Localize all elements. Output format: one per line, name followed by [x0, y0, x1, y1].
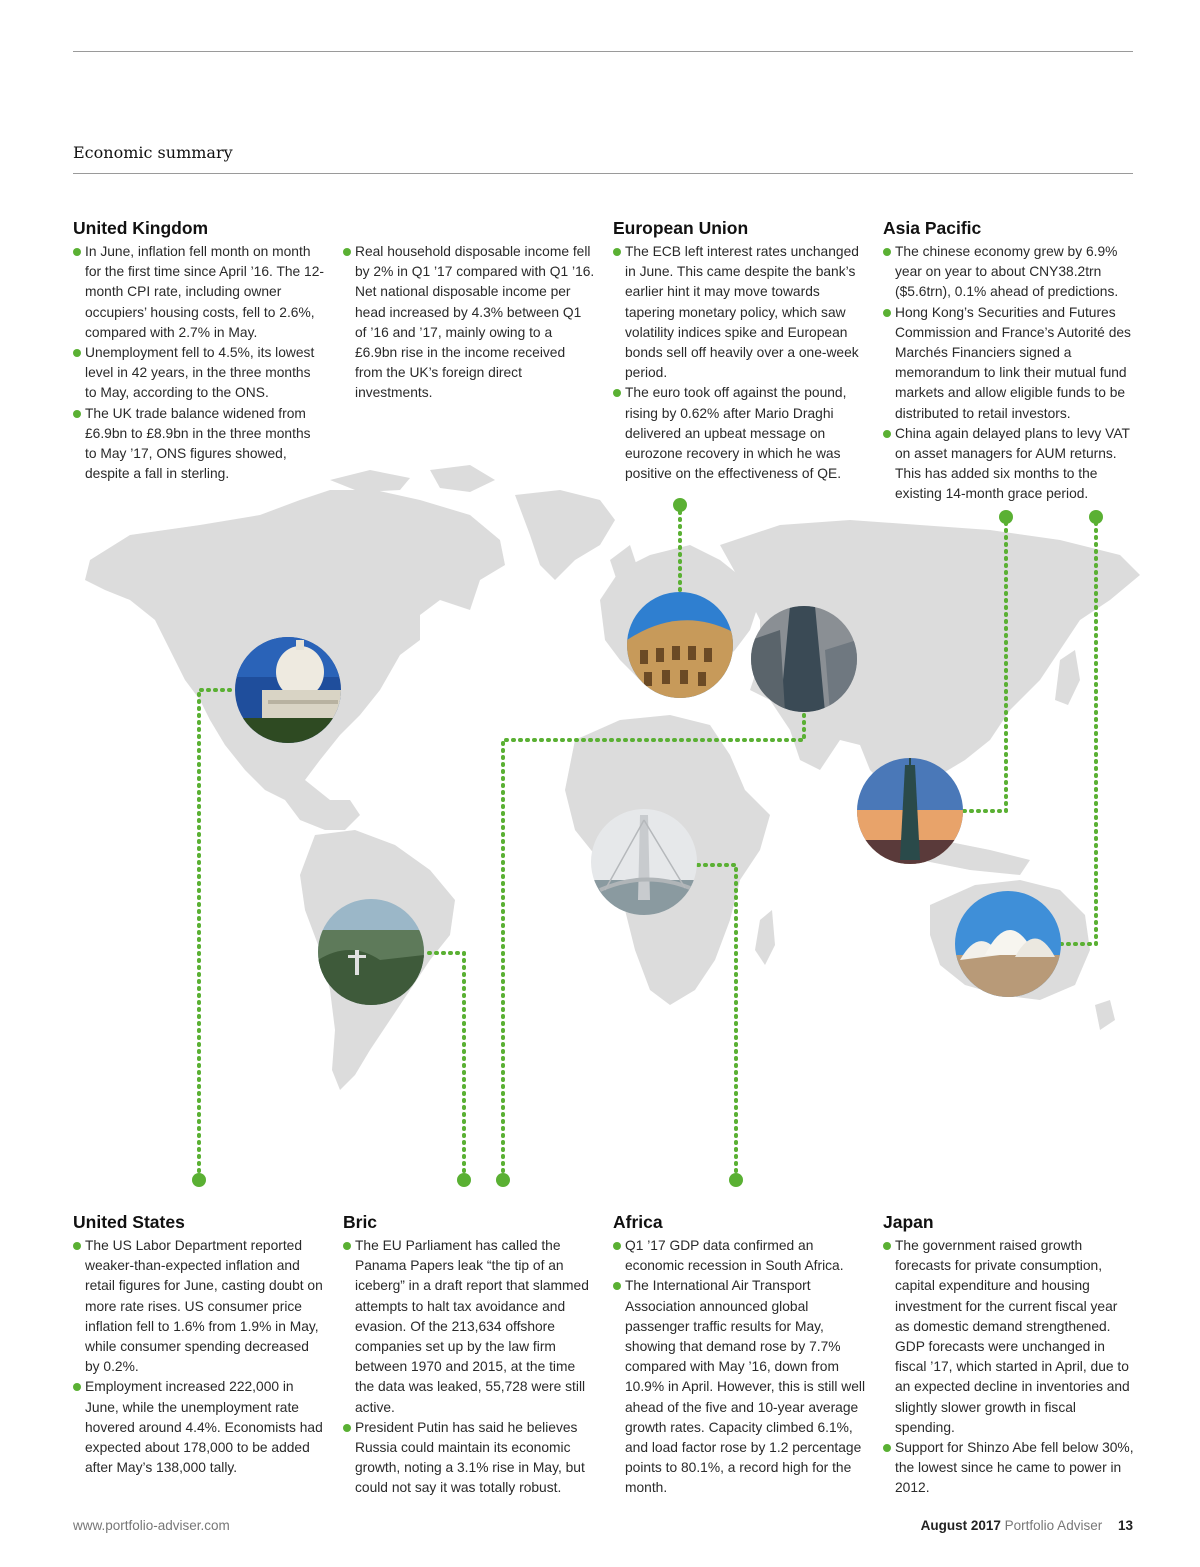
japan-bullet-2: Support for Shinzo Abe fell below 30%, the lowest since he came to power in 2012.: [883, 1438, 1135, 1499]
asia-bullet-1: The chinese economy grew by 6.9% year on year to about CNY38.2trn ($5.6trn), 0.1% ahead of predictions.: [883, 242, 1135, 303]
uk-bullet-4: Real household disposable income fell by 2% in Q1 ’17 compared with Q1 ’16. Net national disposable income per head increased by 4.3% between Q1 of ’16 and ’17, mainly owing to a £6.9bn rise in the income received from the UK’s foreign direct investments.: [343, 242, 595, 404]
us-heading: United States: [73, 1212, 185, 1232]
uk-heading: United Kingdom: [73, 218, 209, 238]
bric-section: [343, 1212, 595, 1499]
africa-bullet-1: Q1 ’17 GDP data confirmed an economic recession in South Africa.: [613, 1236, 865, 1276]
uk-bullet-3: The UK trade balance widened from £6.9bn to £8.9bn in the three months to May ’17, ONS figures showed, despite a fall in sterling.: [73, 404, 325, 485]
uk-bullets-continued: [343, 242, 595, 404]
us-bullet-2: Employment increased 222,000 in June, while the unemployment rate hovered around 4.4%. Economists had expected about 178,000 to be added after May’s 138,000 tally.: [73, 1377, 325, 1478]
colosseum-photo: [627, 592, 733, 698]
uk-section: [73, 218, 325, 484]
asia-pacific-bullets: [883, 242, 1135, 505]
page-title: Economic summary: [73, 143, 233, 162]
bric-bullets: [343, 1236, 595, 1499]
madagascar-shape: [755, 910, 775, 965]
uk-bullet-1: In June, inflation fell month on month for the first time since April ’16. The 12-month CPI rate, including owner occupiers’ housing costs, fell to 2.6%, compared with 2.7% in May.: [73, 242, 325, 343]
bridge-photo: [591, 809, 697, 915]
asia-bullet-3: China again delayed plans to levy VAT on asset managers for AUM returns. This has added six months to the existing 14-month grace period.: [883, 424, 1135, 505]
uk-bullet-2: Unemployment fell to 4.5%, its lowest level in 42 years, in the three months to May, according to the ONS.: [73, 343, 325, 404]
us-bullets: [73, 1236, 325, 1478]
asia-bullet-2: Hong Kong’s Securities and Futures Commission and France’s Autorité des Marchés Financiers signed a memorandum to link their mutual fund markets and allow eligible funds to be distributed to retail investors.: [883, 303, 1135, 424]
taipei-101-photo: [857, 758, 963, 864]
eu-bullets: [613, 242, 865, 484]
japan-heading: Japan: [883, 1212, 934, 1232]
footer-issue-date: August 2017: [920, 1518, 1001, 1533]
greenland-shape: [515, 490, 615, 580]
eu-heading: European Union: [613, 218, 749, 238]
japan-shape: [1055, 650, 1080, 705]
footer-publication: Portfolio Adviser: [1004, 1518, 1103, 1533]
us-bullet-1: The US Labor Department reported weaker-than-expected inflation and retail figures for June, casting doubt on more rate rises. US consumer price inflation fell to 1.6% from 1.9% in May, while consumer spending decreased by 0.2%.: [73, 1236, 325, 1377]
uk-bullets: [73, 242, 325, 484]
africa-heading: Africa: [613, 1212, 663, 1232]
footer-website-link[interactable]: www.portfolio-adviser.com: [73, 1518, 230, 1533]
skyscraper-photo: [751, 606, 857, 712]
asia-pacific-section: [883, 218, 1135, 505]
bric-connector-brazil: [424, 953, 464, 1178]
eu-section: [613, 218, 865, 484]
rio-christ-redeemer-photo: [318, 899, 424, 1005]
uk-section-continued: [343, 242, 595, 404]
eu-bullet-2: The euro took off against the pound, rising by 0.62% after Mario Draghi delivered an upbeat message on eurozone recovery in which he was positive on the effectiveness of QE.: [613, 383, 865, 484]
japan-bullet-1: The government raised growth forecasts for private consumption, capital expenditure and housing investment for the current fiscal year as domestic demand strengthened. GDP forecasts were unchanged in fiscal ’17, which started in April, due to an expected decline in inventories and slightly slower growth in fiscal spending.: [883, 1236, 1135, 1438]
japan-bullets: [883, 1236, 1135, 1499]
japan-section: [883, 1212, 1135, 1499]
africa-bullet-2: The International Air Transport Association announced global passenger traffic results for May, showing that demand rose by 7.7% compared with May ’16, down from 10.9% in April. However, this is still well ahead of the five and 10-year average growth rates. Capacity climbed 6.1%, and load factor rose by 1.2 percentage points to 80.1%, a record high for the month.: [613, 1276, 865, 1498]
footer-issue-info: [921, 1518, 1133, 1533]
eu-bullet-1: The ECB left interest rates unchanged in June. This came despite the bank’s earlier hint it may move towards tapering monetary policy, which saw volatility indices spike and European bonds sell off heavily over a one-week period.: [613, 242, 865, 383]
bric-bullet-1: The EU Parliament has called the Panama Papers leak “the tip of an iceberg” in a draft report that slammed attempts to halt tax avoidance and evasion. Of the 213,634 offshore companies set up by the law firm between 1970 and 2015, at the time the data was leaked, 55,728 were still active.: [343, 1236, 595, 1418]
bric-bullet-2: President Putin has said he believes Russia could maintain its economic growth, noting a 3.1% rise in May, but could not say it was totally robust.: [343, 1418, 595, 1499]
africa-bullets: [613, 1236, 865, 1499]
page-number: 13: [1117, 1518, 1133, 1533]
asia-pacific-heading: Asia Pacific: [883, 218, 982, 238]
sydney-opera-house-photo: [955, 891, 1061, 997]
us-section: [73, 1212, 325, 1478]
continents: [85, 465, 1140, 1090]
us-connector: [199, 690, 236, 1178]
bric-heading: Bric: [343, 1212, 378, 1232]
africa-section: [613, 1212, 865, 1499]
